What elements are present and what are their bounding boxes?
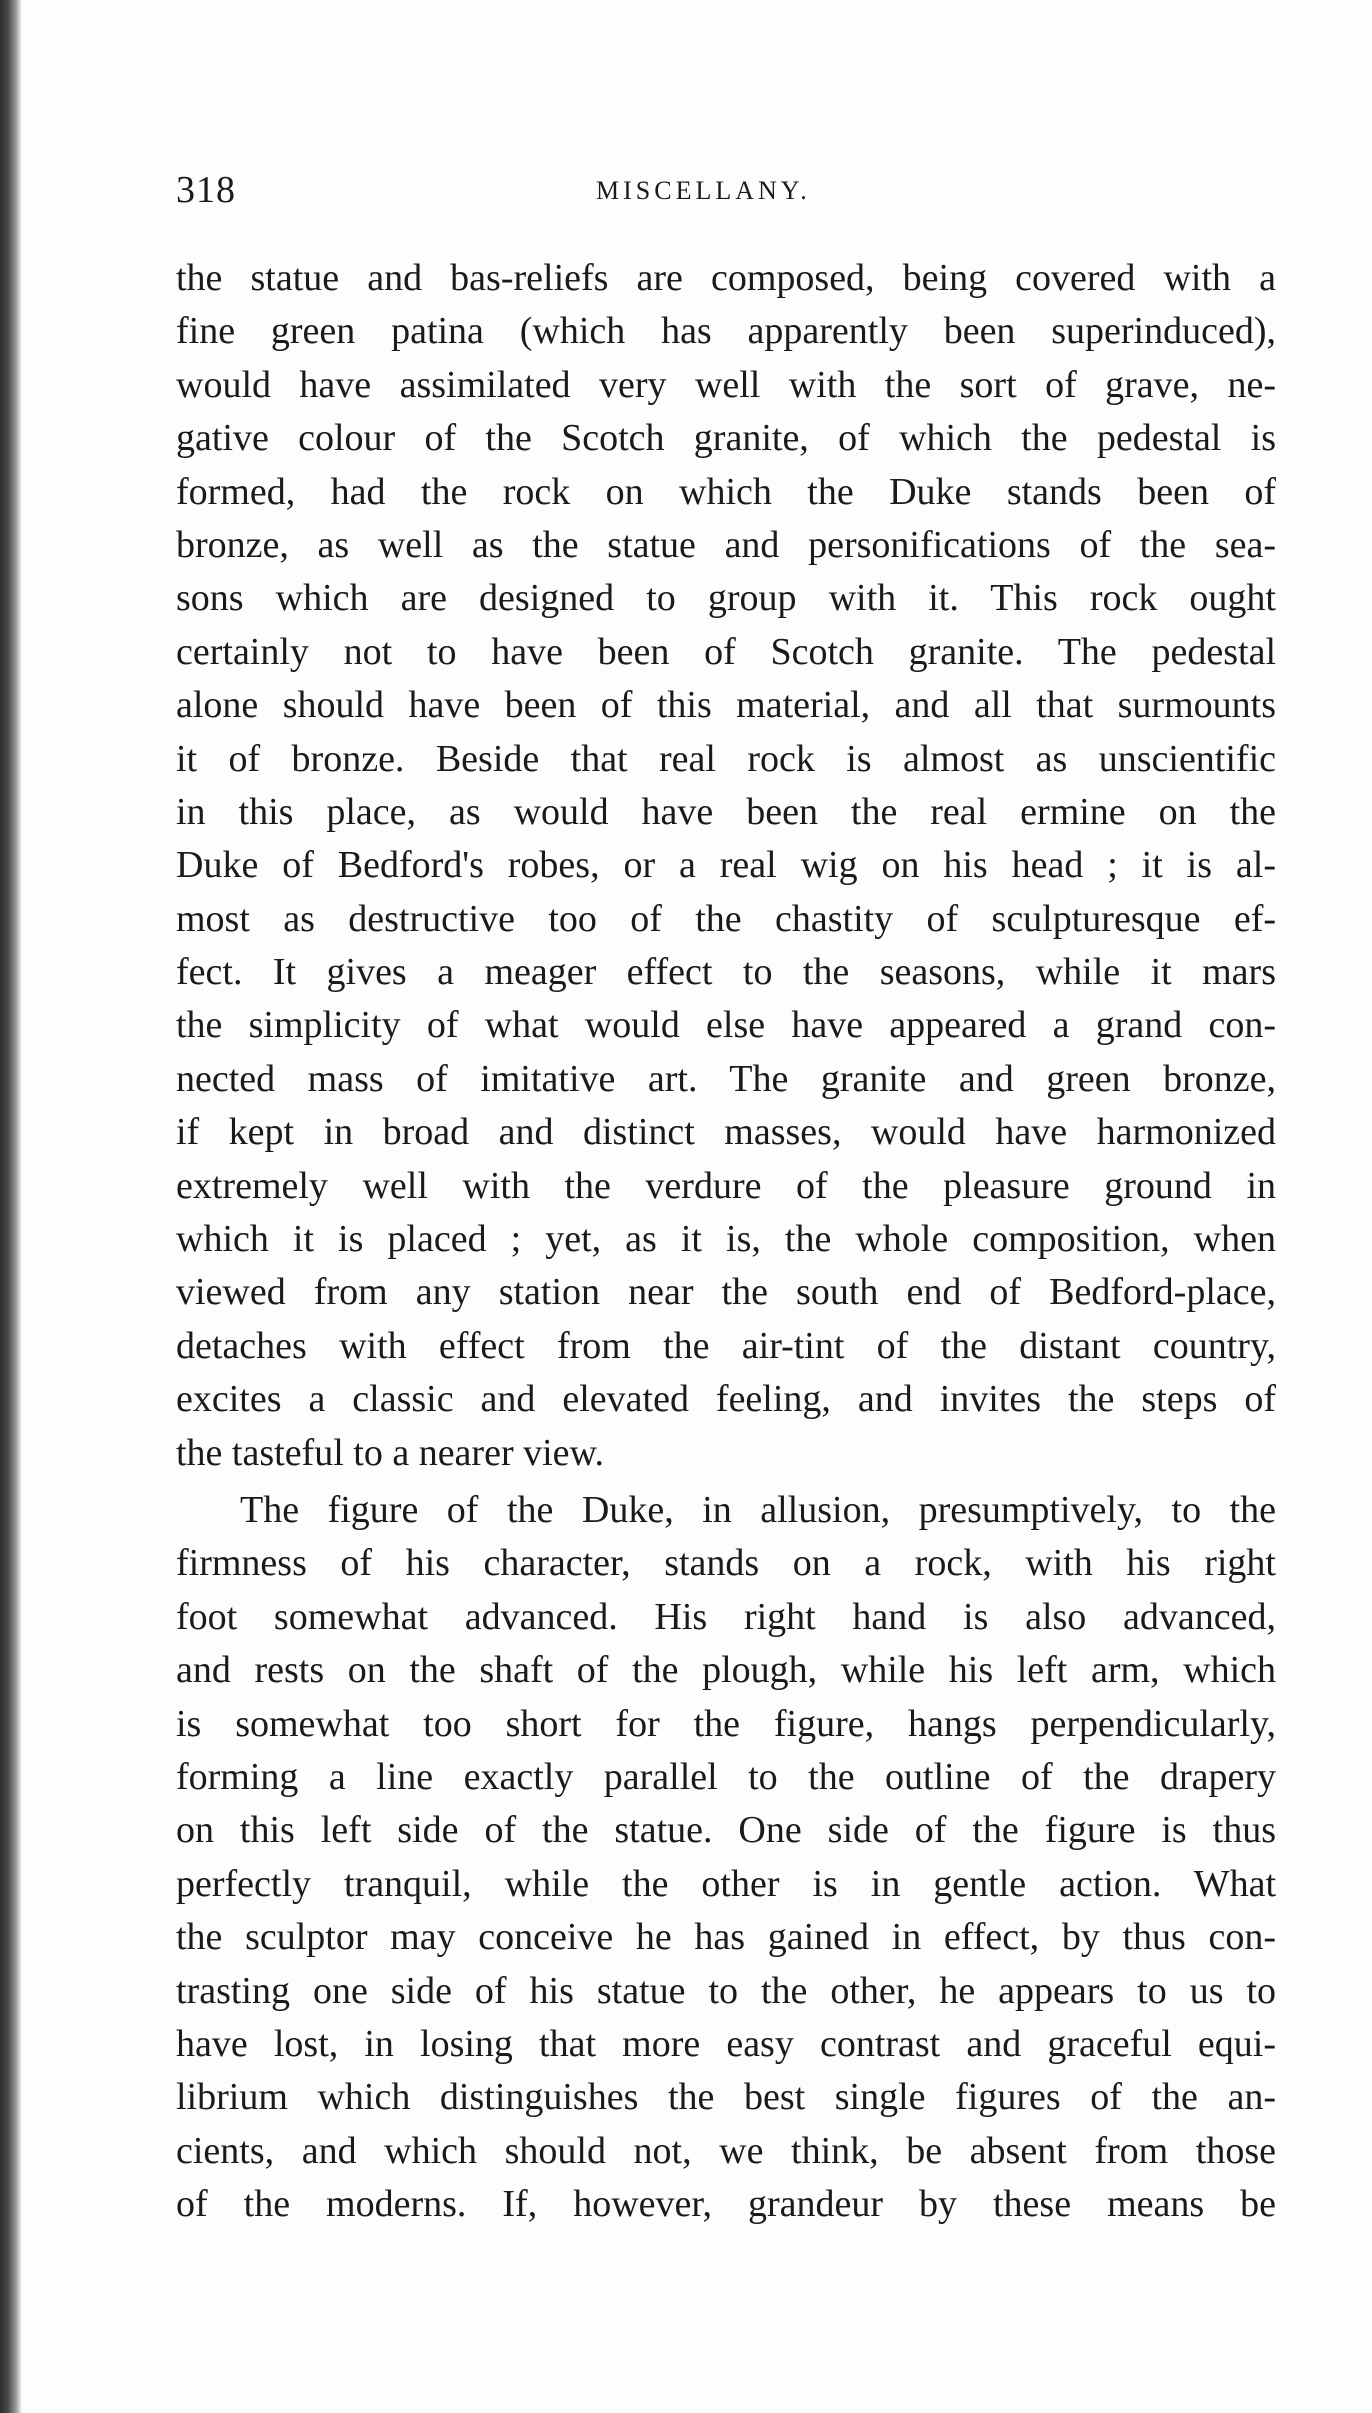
- text-line: foot somewhat advanced. His right hand is also advanced,: [176, 1595, 1276, 1638]
- text-line: sons which are designed to group with it. This rock ought: [176, 577, 1276, 620]
- running-title: MISCELLANY.: [596, 176, 811, 205]
- text-line: certainly not to have been of Scotch granite. The pedestal: [176, 630, 1276, 673]
- text-line: the simplicity of what would else have appeared a grand con-: [176, 1004, 1276, 1047]
- text-line: Duke of Bedford's robes, or a real wig on his head ; it is al-: [176, 844, 1276, 887]
- text-line: excites a classic and elevated feeling, and invites the steps of: [176, 1378, 1276, 1421]
- text-line: most as destructive too of the chastity of sculpturesque ef-: [176, 897, 1276, 940]
- text-line: firmness of his character, stands on a rock, with his right: [176, 1542, 1276, 1585]
- paragraph-1: [176, 252, 1276, 1480]
- text-line: detaches with effect from the air-tint of the distant country,: [176, 1324, 1276, 1367]
- text-line: the statue and bas-reliefs are composed, being covered with a: [176, 257, 1276, 299]
- text-line: trasting one side of his statue to the other, he appears to us to: [176, 1969, 1276, 2012]
- text-line: would have assimilated very well with the sort of grave, ne-: [176, 363, 1276, 406]
- text-line: forming a line exactly parallel to the outline of the drapery: [176, 1755, 1276, 1798]
- text-line: of the moderns. If, however, grandeur by these means be: [176, 2183, 1276, 2226]
- text-line: nected mass of imitative art. The granite and green bronze,: [176, 1057, 1276, 1100]
- text-line: in this place, as would have been the real ermine on the: [176, 790, 1276, 833]
- text-line: have lost, in losing that more easy contrast and graceful equi-: [176, 2022, 1276, 2065]
- text-line: fine green patina (which has apparently been superinduced),: [176, 310, 1276, 353]
- running-head: [176, 168, 1276, 218]
- text-line: the sculptor may conceive he has gained in effect, by thus con-: [176, 1916, 1276, 1959]
- text-line: it of bronze. Beside that real rock is almost as unscientific: [176, 737, 1276, 780]
- text-line: gative colour of the Scotch granite, of which the pedestal is: [176, 417, 1276, 460]
- text-line: cients, and which should not, we think, be absent from those: [176, 2129, 1276, 2172]
- text-line: is somewhat too short for the figure, hangs perpendicularly,: [176, 1702, 1276, 1745]
- paragraph-2: [176, 1484, 1276, 2231]
- text-line: bronze, as well as the statue and personifications of the sea-: [176, 523, 1276, 566]
- text-line: viewed from any station near the south end of Bedford-place,: [176, 1271, 1276, 1314]
- text-line: on this left side of the statue. One side of the figure is thus: [176, 1809, 1276, 1852]
- text-line: if kept in broad and distinct masses, would have harmonized: [176, 1111, 1276, 1154]
- text-line: perfectly tranquil, while the other is in gentle action. What: [176, 1862, 1276, 1905]
- body-text: [176, 252, 1276, 2231]
- page-binding-edge: [0, 0, 22, 2413]
- text-line: extremely well with the verdure of the pleasure ground in: [176, 1164, 1276, 1207]
- text-line: librium which distinguishes the best single figures of the an-: [176, 2076, 1276, 2119]
- text-line: the tasteful to a nearer view.: [176, 1431, 605, 1474]
- text-line: formed, had the rock on which the Duke stands been of: [176, 470, 1276, 513]
- text-line: and rests on the shaft of the plough, while his left arm, which: [176, 1649, 1276, 1692]
- text-line: alone should have been of this material, and all that surmounts: [176, 684, 1276, 727]
- text-line: The figure of the Duke, in allusion, presumptively, to the: [240, 1488, 1276, 1531]
- text-line: fect. It gives a meager effect to the seasons, while it mars: [176, 951, 1276, 994]
- page-number: 318: [176, 169, 236, 211]
- text-line: which it is placed ; yet, as it is, the whole composition, when: [176, 1218, 1276, 1261]
